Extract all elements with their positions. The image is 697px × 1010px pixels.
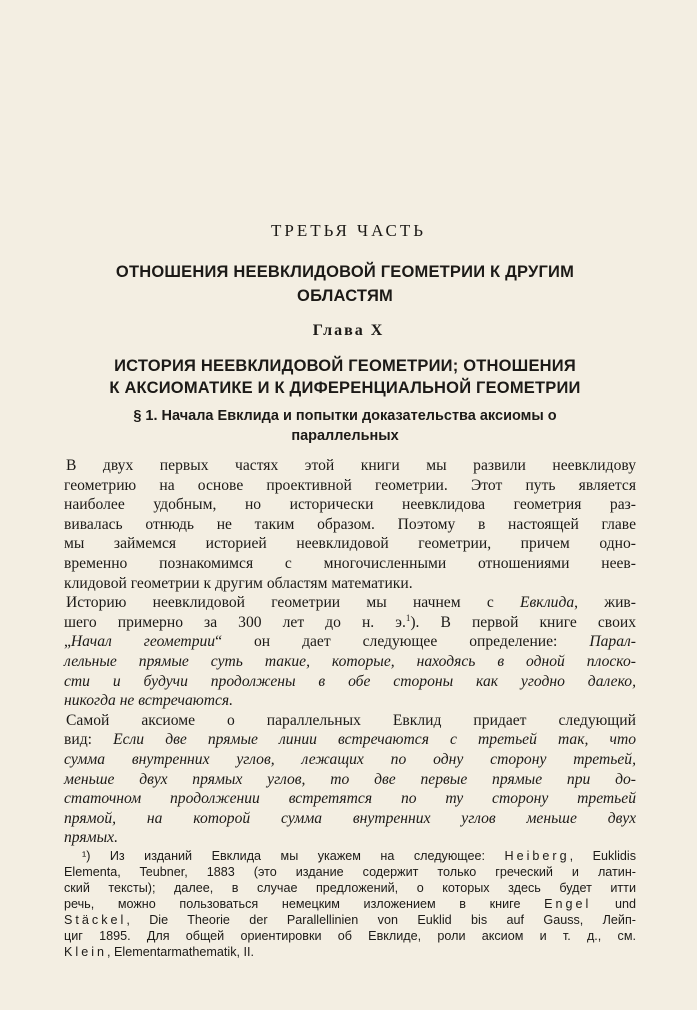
chapter-label: Глава X: [312, 322, 385, 339]
text-line: меньше двух прямых углов, то две первые прямые при до-: [64, 770, 636, 788]
footnote-line: Elementa, Teubner, 1883 (это издание содержит только греческий и латин-: [64, 865, 636, 879]
footnote-line: [64, 896, 636, 912]
footnote-line: [64, 944, 636, 960]
chapter-title-line: К АКСИОМАТИКЕ И К ДИФЕРЕНЦИАЛЬНОЙ ГЕОМЕТРИИ: [109, 379, 581, 397]
part-subtitle-line: ОТНОШЕНИЯ НЕЕВКЛИДОВОЙ ГЕОМЕТРИИ К ДРУГИМ: [115, 263, 575, 281]
text-line: [64, 632, 636, 652]
text-line: мы займемся историей неевклидовой геометрии, причем одно-: [64, 535, 636, 553]
part-subtitle-line: ОБЛАСТЯМ: [297, 287, 393, 305]
text-span: ¹) Из изданий Евклида мы укажем на следующее:: [82, 849, 505, 863]
author-name: Klein: [64, 945, 108, 959]
text-line: геометрию на основе проективной геометрии. Этот путь является: [64, 476, 636, 494]
footnote: [64, 848, 636, 960]
part-title: ТРЕТЬЯ ЧАСТЬ: [270, 221, 427, 240]
text-line: Самой аксиоме о параллельных Евклид придает следующий: [66, 711, 636, 729]
author-name: Engel: [544, 897, 592, 911]
text-span: , жив-: [574, 594, 636, 612]
text-line: [64, 593, 636, 613]
text-line: прямой, на которой сумма внутренних углов меньше двух: [64, 809, 636, 827]
text-line: клидовой геометрии к другим областям математики.: [64, 574, 413, 592]
text-line: [64, 613, 636, 633]
text-span: und: [591, 897, 637, 911]
text-line: сумма внутренних углов, лежащих по одну сторону третьей,: [64, 750, 636, 768]
text-line: вивалась отнюдь не таким образом. Поэтому в настоящей главе: [64, 515, 636, 533]
text-span: , Elementarmathematik, II.: [107, 945, 254, 959]
text-span: ). В первой книге своих: [410, 613, 637, 631]
text-span: шего примерно за 300 лет до н. э.: [64, 613, 406, 631]
text-span: „: [64, 633, 71, 651]
text-line: [64, 456, 636, 476]
footnote-line: [64, 848, 636, 864]
text-span: , Die Theorie der Parallellinien von Euklid bis auf Gauss, Лейп-: [126, 913, 636, 927]
footnote-line: циг 1895. Для общей ориентировки об Евклиде, роли аксиом и т. д., см.: [64, 929, 636, 943]
book-title: Начал геометрии: [70, 633, 216, 651]
footnote-line: ский тексты); далее, в случае предложений, о которых здесь будет итти: [64, 881, 636, 895]
text-line: временно познакомимся с многочисленными отношениями неев-: [64, 554, 636, 572]
text-line: сти и будучи продолжены в обе стороны как угодно далеко,: [64, 672, 636, 690]
text-line: лельные прямые суть такие, которые, находясь в одной плоско-: [64, 652, 636, 670]
text-line: наиболее удобным, но исторически неевклидова геометрия раз-: [64, 496, 636, 514]
section-title-line: параллельных: [291, 428, 399, 444]
paragraph-1: [64, 456, 636, 593]
text-span: вид:: [64, 731, 114, 749]
author-name: Евклида: [519, 594, 575, 612]
text-span: Историю неевклидовой геометрии мы начнем с: [66, 594, 520, 612]
chapter-title-line: ИСТОРИЯ НЕЕВКЛИДОВОЙ ГЕОМЕТРИИ; ОТНОШЕНИЯ: [114, 357, 576, 375]
section-title-line: § 1. Начала Евклида и попытки доказательства аксиомы о: [133, 408, 557, 424]
footnote-ref: 1: [405, 612, 411, 623]
author-name: Stäckel: [64, 913, 127, 927]
chapter-title: [40, 355, 650, 399]
text-span: “ он дает следующее определение:: [215, 633, 590, 651]
footnote-line: [64, 912, 636, 928]
text-line: никогда не встречаются.: [64, 692, 234, 710]
definition-text: Парал-: [589, 633, 637, 651]
text-line: статочном продолжении встретятся по ту сторону третьей: [64, 790, 636, 808]
text-line: прямых.: [64, 829, 118, 847]
paragraph-2: [64, 593, 636, 711]
body-text: [64, 456, 636, 848]
text-span: В двух первых частях этой книги мы развили неевклидову: [66, 457, 636, 474]
text-span: , Euklidis: [569, 849, 636, 863]
text-span: речь, можно пользоваться немецким изложением в книге: [64, 897, 545, 911]
part-subtitle: [40, 260, 650, 308]
axiom-text: Если две прямые линии встречаются с третьей так, что: [113, 731, 636, 749]
author-name: Heiberg: [504, 849, 570, 863]
text-line: [64, 730, 636, 750]
section-title: [70, 406, 620, 446]
paragraph-3: [64, 711, 636, 848]
